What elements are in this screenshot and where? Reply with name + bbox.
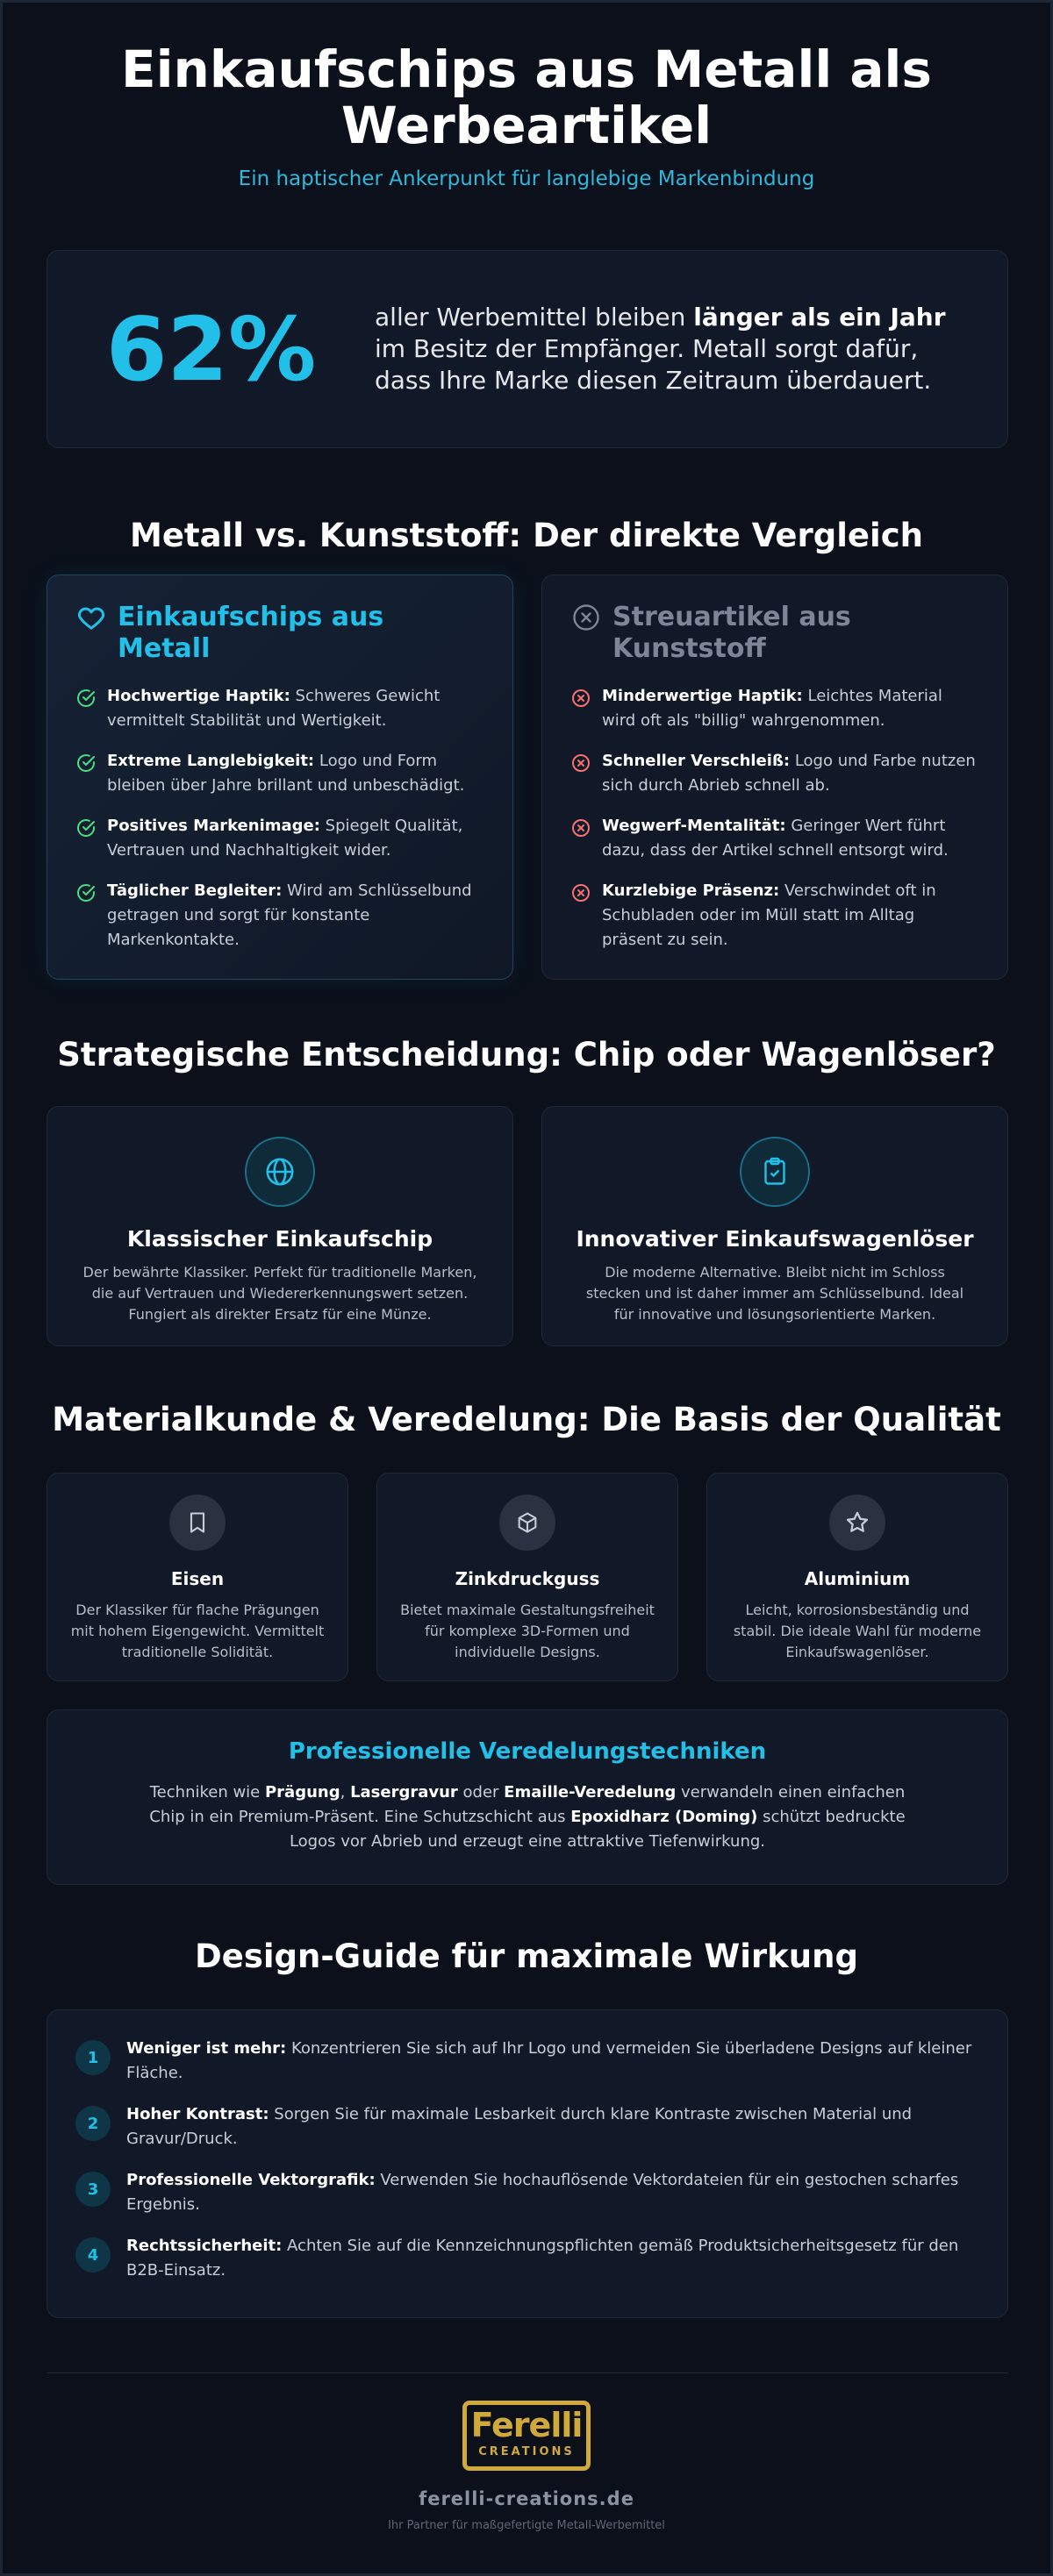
plastic-card [541,574,1008,980]
heart-icon [75,602,107,633]
plastic-list-item [570,684,979,733]
strategy-card-title: Klassischer Einkaufschip [126,1226,433,1252]
stat-text-post: im Besitz der Empfänger. Metall sorgt dafür, dass Ihre Marke diesen Zeitraum überdauert. [375,334,932,395]
guide-title: Design-Guide für maximale Wirkung [195,1937,858,1975]
stat-card [47,250,1008,448]
veredelung-card [47,1709,1008,1885]
metal-card-title: Einkaufschips aus Metall [118,602,384,664]
item-text: Wird am Schlüsselbund getragen und sorgt für konstante Markenkontakte. [107,881,472,949]
guide-item [75,2037,979,2086]
material-card-eisen [47,1473,348,1681]
item-bold: Hochwertige Haptik: [107,687,290,705]
item-bold: Rechtssicherheit: [126,2237,283,2255]
item-text: Leichtes Material wird oft als "billig" wahrgenommen. [602,687,942,730]
ferelli-logo [462,2401,591,2471]
x-circle-icon [570,817,591,838]
veredelung-bold-epoxidharz: Epoxidharz (Doming) [570,1808,758,1826]
material-title: Materialkunde & Veredelung: Die Basis der Qualität [52,1401,1001,1438]
item-text: Geringer Wert führt dazu, dass der Artikel schnell entsorgt wird. [602,817,949,860]
check-circle-icon [75,882,97,903]
x-circle-icon [570,753,591,774]
stat-text-bold: länger als ein Jahr [693,303,946,332]
check-circle-icon [75,753,97,774]
guide-item [75,2102,979,2151]
material-card-title: Zinkdruckguss [455,1568,600,1589]
item-text: Spiegelt Qualität, Vertrauen und Nachhaltigkeit wider. [107,817,463,860]
veredelung-bold-praegung: Prägung [264,1783,340,1802]
item-bold: Wegwerf-Mentalität: [602,817,786,835]
metal-card [47,574,513,980]
guide-number-badge: 1 [75,2040,111,2075]
plastic-item-text [602,749,979,798]
page-subtitle: Ein haptischer Ankerpunkt für langlebige Markenbindung [238,168,815,190]
material-card-text: Bietet maximale Gestaltungsfreiheit für komplexe 3D-Formen und individuelle Designs. [400,1602,655,1660]
bookmark-icon [169,1495,226,1551]
plastic-item-text [602,879,979,953]
plastic-list-item [570,814,979,863]
item-bold: Kurzlebige Präsenz: [602,881,780,900]
item-bold: Weniger ist mehr: [126,2039,287,2058]
footer-website[interactable]: ferelli-creations.de [419,2488,634,2509]
strategy-card-text: Die moderne Alternative. Bleibt nicht im Schloss stecken und ist daher immer am Schlüsselbund. Ideal für innovative und lösungsorientierte Marken. [585,1264,964,1323]
item-bold: Professionelle Vektorgrafik: [126,2171,376,2189]
metal-item-text [107,684,484,733]
guide-item-text [126,2037,979,2086]
item-text: Konzentrieren Sie sich auf Ihr Logo und vermeiden Sie überladene Designs auf kleiner Fläche. [126,2039,972,2082]
logo-subline: CREATIONS [478,2445,575,2458]
guide-item [75,2234,979,2283]
guide-item-text [126,2168,979,2217]
comparison-title: Metall vs. Kunststoff: Der direkte Vergleich [130,517,923,554]
metal-item-text [107,814,484,863]
item-text: Achten Sie auf die Kennzeichnungspflichten gemäß Produktsicherheitsgesetz für den B2B-Einsatz. [126,2237,959,2280]
logo-wordmark: Ferelli [470,2406,583,2444]
stat-text [375,302,954,396]
veredelung-text-part: , [340,1783,351,1802]
metal-list-item [75,879,484,953]
metal-list-item [75,684,484,733]
clipboard-icon [740,1137,810,1207]
item-bold: Extreme Langlebigkeit: [107,752,315,770]
guide-card [47,2009,1008,2318]
item-bold: Minderwertige Haptik: [602,687,803,705]
cube-icon [499,1495,555,1551]
guide-number-badge: 2 [75,2106,111,2141]
strategy-title: Strategische Entscheidung: Chip oder Wagenlöser? [57,1036,996,1074]
material-card-zink [376,1473,678,1681]
item-bold: Hoher Kontrast: [126,2105,269,2123]
x-circle-icon [570,882,591,903]
page-title: Einkaufschips aus Metall als Werbeartikel [121,39,932,155]
guide-item [75,2168,979,2217]
item-text: Verwenden Sie hochauflösende Vektordateien für ein gestochen scharfes Ergebnis. [126,2171,959,2214]
footer-claim: Ihr Partner für maßgefertigte Metall-Werbemittel [388,2519,665,2532]
item-text: Logo und Farbe nutzen sich durch Abrieb schnell ab. [602,752,976,795]
star-icon [829,1495,885,1551]
veredelung-text-part: Techniken wie [149,1783,265,1802]
strategy-card-text: Der bewährte Klassiker. Perfekt für traditionelle Marken, die auf Vertrauen und Wiedererkennungswert setzen. Fungiert als direkter Ersatz für eine Münze. [82,1264,477,1323]
metal-list-item [75,749,484,798]
veredelung-bold-lasergravur: Lasergravur [350,1783,458,1802]
plastic-item-text [602,814,979,863]
veredelung-title: Professionelle Veredelungstechniken [288,1738,767,1765]
veredelung-text [146,1780,909,1854]
item-text: Logo und Form bleiben über Jahre brillant und unbeschädigt. [107,752,465,795]
plastic-card-title: Streuartikel aus Kunststoff [612,602,851,664]
guide-item-text [126,2102,979,2151]
guide-item-text [126,2234,979,2283]
x-circle-icon [570,688,591,709]
veredelung-text-part: verwandeln einen einfachen Chip in ein Premium-Präsent. Eine Schutzschicht aus [149,1783,906,1826]
metal-item-text [107,749,484,798]
strategy-card-chip [47,1106,513,1346]
material-card-text: Leicht, korrosionsbeständig und stabil. Die ideale Wahl für moderne Einkaufswagenlöser. [733,1602,982,1660]
stat-value: 62% [105,297,317,401]
item-text: Schweres Gewicht vermittelt Stabilität und Wertigkeit. [107,687,441,730]
plastic-list-item [570,749,979,798]
hero [3,3,1050,190]
strategy-card-title: Innovativer Einkaufswagenlöser [576,1226,974,1252]
guide-number-badge: 3 [75,2172,111,2207]
item-bold: Täglicher Begleiter: [107,881,283,900]
veredelung-bold-emaille: Emaille-Veredelung [504,1783,677,1802]
x-circle-icon [570,602,602,633]
item-text: Verschwindet oft in Schubladen oder im Müll statt im Alltag präsent zu sein. [602,881,936,949]
veredelung-text-part: schützt bedruckte Logos vor Abrieb und erzeugt eine attraktive Tiefenwirkung. [289,1808,906,1851]
check-circle-icon [75,688,97,709]
metal-list-item [75,814,484,863]
plastic-item-text [602,684,979,733]
plastic-list-item [570,879,979,953]
guide-number-badge: 4 [75,2237,111,2273]
strategy-card-wagenloeser [541,1106,1008,1346]
material-card-text: Der Klassiker für flache Prägungen mit hohem Eigengewicht. Vermittelt traditionelle Solidität. [70,1602,325,1660]
metal-item-text [107,879,484,953]
material-card-title: Eisen [170,1568,225,1589]
check-circle-icon [75,817,97,838]
globe-icon [245,1137,315,1207]
metal-list [75,684,484,953]
material-card-aluminium [706,1473,1008,1681]
stat-text-pre: aller Werbemittel bleiben [375,303,694,332]
material-card-title: Aluminium [804,1568,911,1589]
veredelung-text-part: oder [457,1783,505,1802]
item-text: Sorgen Sie für maximale Lesbarkeit durch klare Kontraste zwischen Material und Gravur/Druck. [126,2105,913,2148]
plastic-list [570,684,979,953]
item-bold: Positives Markenimage: [107,817,320,835]
item-bold: Schneller Verschleiß: [602,752,791,770]
